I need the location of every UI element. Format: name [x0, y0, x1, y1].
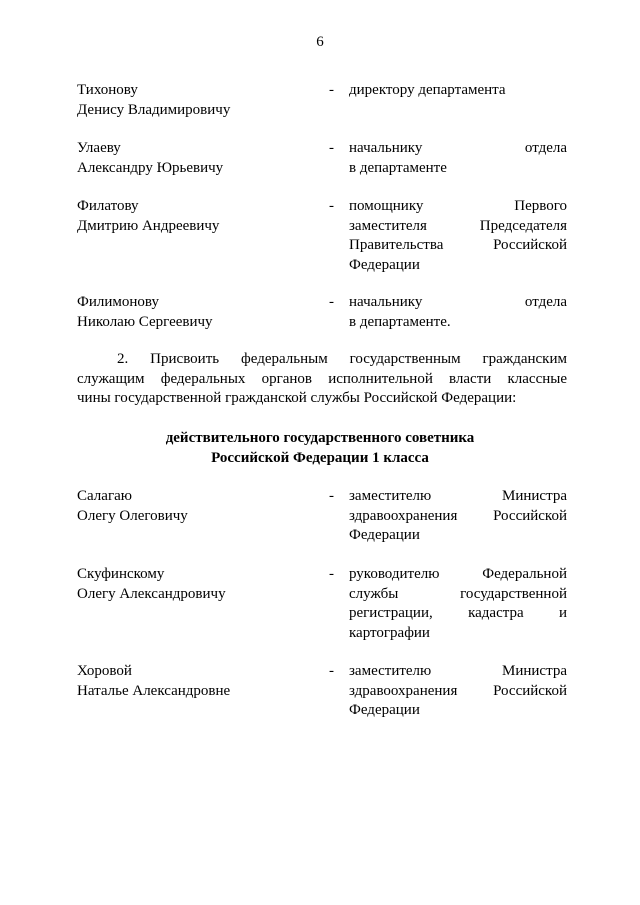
person-name — [77, 662, 317, 701]
position-line: заместителя Председателя — [349, 217, 567, 234]
paragraph-line: служащим федеральных органов исполнительной власти классные — [77, 370, 567, 387]
position-title — [349, 81, 567, 101]
dash-separator: - — [329, 294, 334, 310]
position-line: службы государственной — [349, 585, 567, 602]
person-name — [77, 197, 317, 236]
position-line: в департаменте — [349, 159, 447, 176]
surname: Улаеву — [77, 140, 121, 156]
position-line: заместителю Министра — [349, 663, 567, 679]
position-line: заместителю Министра — [349, 488, 567, 504]
given-names: Денису Владимировичу — [77, 101, 231, 118]
position-title — [349, 293, 567, 332]
paragraph-line: чины государственной гражданской службы Российской Федерации: — [77, 390, 517, 406]
position-line: картографии — [349, 624, 430, 641]
rank-heading — [0, 429, 640, 468]
person-name — [77, 565, 317, 604]
position-title — [349, 565, 567, 643]
given-names: Наталье Александровне — [77, 682, 231, 699]
dash-separator: - — [329, 488, 334, 504]
position-title — [349, 197, 567, 275]
dash-separator: - — [329, 663, 334, 679]
position-line: регистрации, кадастра и — [349, 605, 567, 621]
surname: Хоровой — [77, 663, 132, 679]
position-line: начальнику отдела — [349, 294, 567, 310]
decree-paragraph — [77, 350, 567, 409]
person-name — [77, 81, 317, 120]
person-name — [77, 487, 317, 526]
position-line: Федерации — [349, 527, 420, 543]
given-names: Олегу Александровичу — [77, 585, 226, 602]
position-line: директору департамента — [349, 82, 506, 98]
position-line: руководителю Федеральной — [349, 566, 567, 582]
position-line: здравоохранения Российской — [349, 507, 567, 524]
position-line: здравоохранения Российской — [349, 682, 567, 699]
position-line: Федерации — [349, 702, 420, 718]
surname: Скуфинскому — [77, 566, 165, 582]
position-line: начальнику отдела — [349, 140, 567, 156]
position-line: помощнику Первого — [349, 198, 567, 214]
given-names: Олегу Олеговичу — [77, 507, 188, 524]
surname: Тихонову — [77, 82, 138, 98]
rank-heading-line: Российской Федерации 1 класса — [211, 449, 429, 466]
surname: Филатову — [77, 198, 139, 214]
paragraph-line: 2. Присвоить федеральным государственным гражданским — [117, 351, 567, 367]
given-names: Дмитрию Андреевичу — [77, 217, 220, 234]
position-title — [349, 139, 567, 178]
dash-separator: - — [329, 82, 334, 98]
page-number: 6 — [316, 34, 324, 50]
position-line: Федерации — [349, 256, 420, 273]
position-line: Правительства Российской — [349, 237, 567, 253]
person-name — [77, 139, 317, 178]
position-line: в департаменте. — [349, 313, 451, 330]
rank-heading-line: действительного государственного советника — [165, 430, 475, 446]
given-names: Николаю Сергеевичу — [77, 313, 213, 330]
given-names: Александру Юрьевичу — [77, 159, 224, 176]
position-title — [349, 487, 567, 546]
surname: Филимонову — [77, 294, 159, 310]
person-name — [77, 293, 317, 332]
surname: Салагаю — [77, 488, 132, 504]
position-title — [349, 662, 567, 721]
dash-separator: - — [329, 140, 334, 156]
dash-separator: - — [329, 198, 334, 214]
dash-separator: - — [329, 566, 334, 582]
